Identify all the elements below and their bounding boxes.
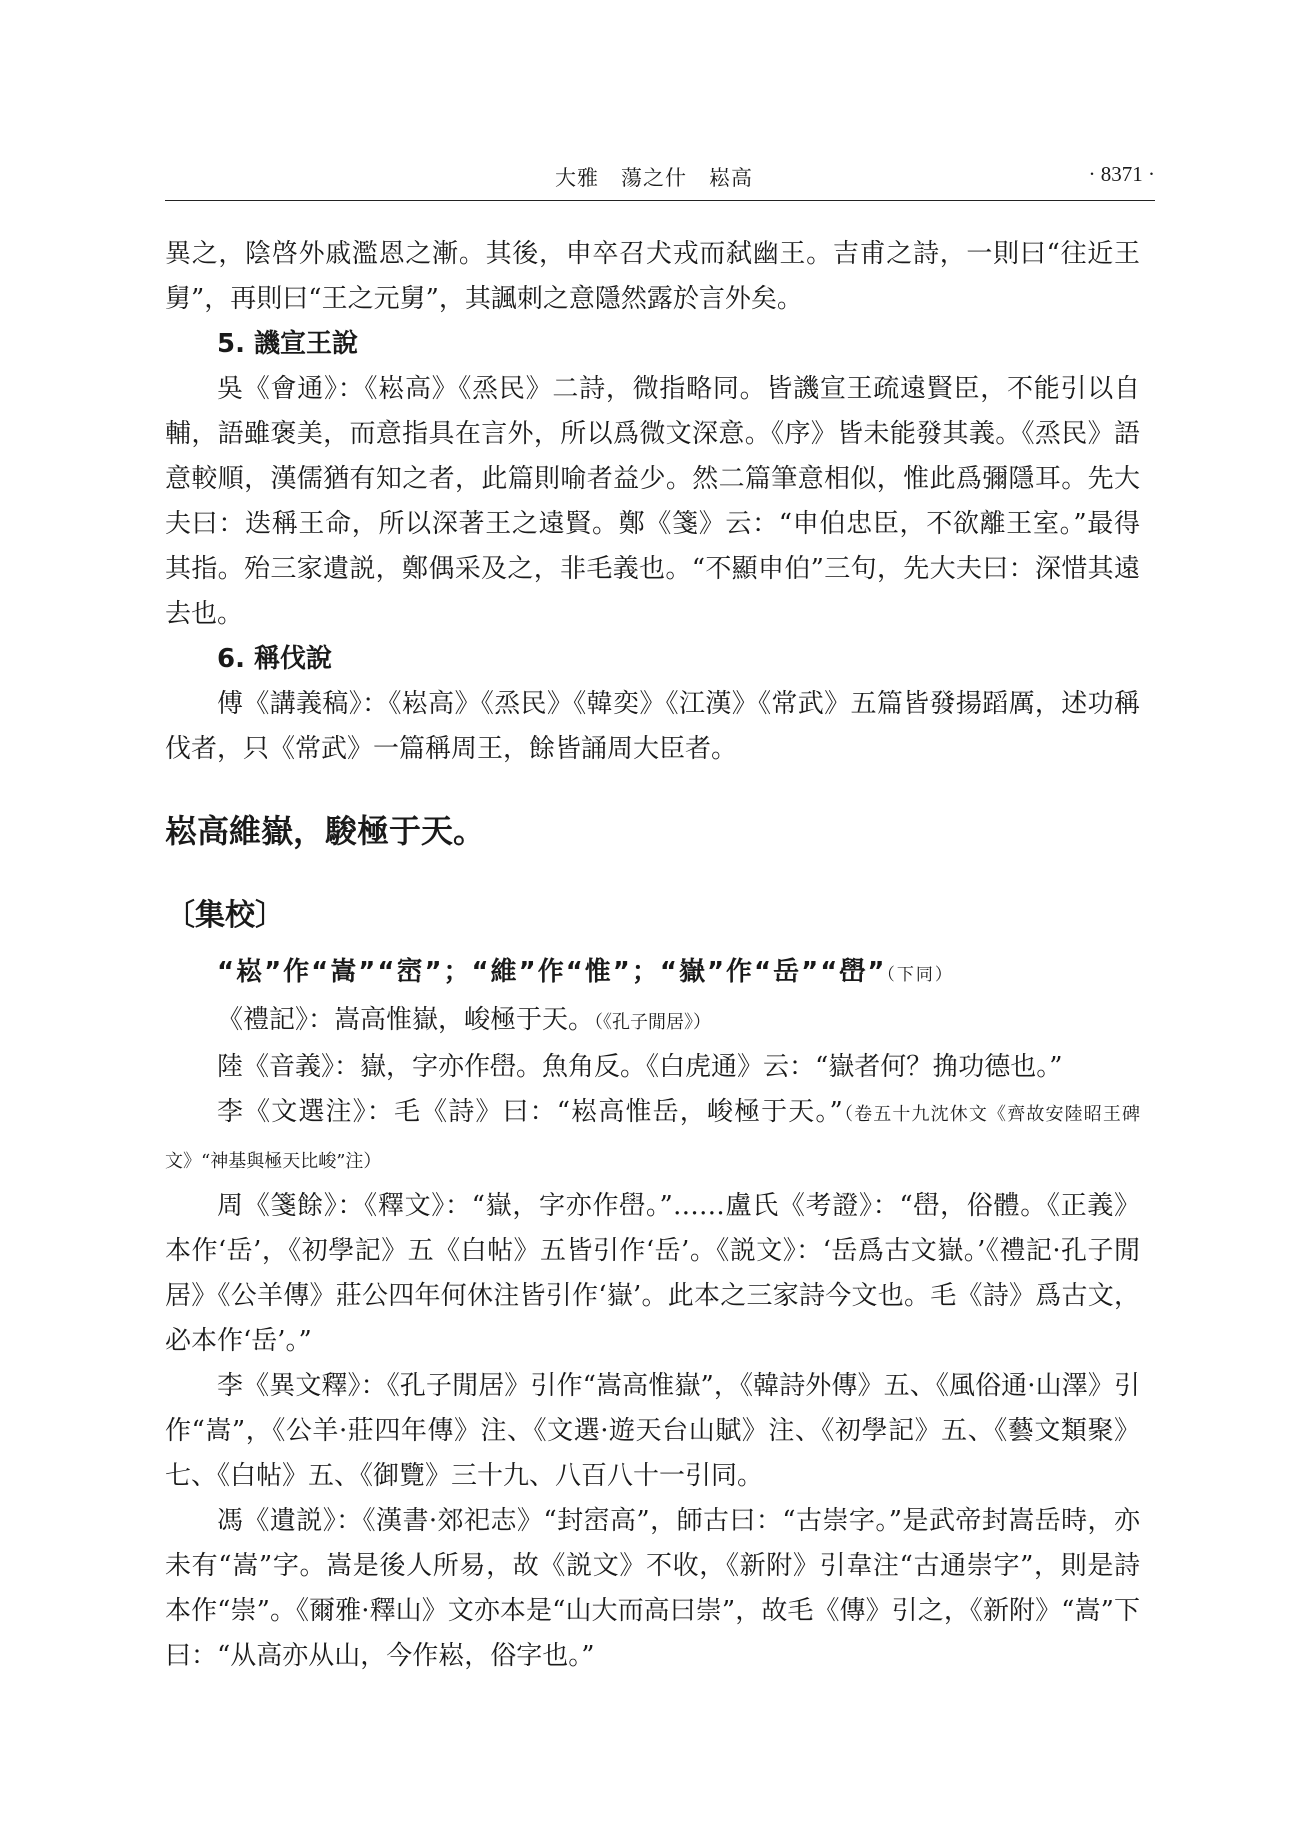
page-number: · 8371 · — [1088, 162, 1155, 186]
paragraph-wu-huitong: 吳《會通》：《崧高》《烝民》二詩，微指略同。皆譏宣王疏遠賢臣，不能引以自輔，語雖褒美，而意指具在言外，所以爲微文深意。《序》皆未能發其義。《烝民》語意較順，漢儒猶有知之者，此篇則喻者益少。然二篇筆意相似，惟此爲彌隱耳。先大夫曰：迭稱王命，所以深著王之遠賢。鄭《箋》云：“申伯忠臣，不欲離王室。”最得其指。殆三家遺説，鄭偶采及之，非毛義也。“不顯申伯”三句，先大夫曰：深惜其遠去也。 — [165, 374, 1140, 629]
running-title: 大雅 蕩之什 崧高 — [555, 166, 753, 190]
collation-liji — [165, 998, 1140, 1045]
collation-liji-text: 《禮記》：嵩高惟嶽，峻極于天。 — [217, 1005, 595, 1035]
variant-note: （下同） — [886, 965, 954, 985]
paragraph-fu-jiangyigao: 傅《講義稿》：《崧高》《烝民》《韓奕》《江漢》《常武》五篇皆發揚蹈厲，述功稱伐者，只《常武》一篇稱周王，餘皆誦周大臣者。 — [165, 689, 1140, 764]
page-body — [165, 232, 1140, 1679]
collation-zhou-jianyu: 周《箋餘》：《釋文》：“嶽，字亦作嶨。”……盧氏《考證》：“嶨，俗體。《正義》本作‘岳’，《初學記》五《白帖》五皆引作‘岳’。《説文》：‘岳爲古文嶽。’《禮記·孔子閒居》《公羊傳》莊公四年何休注皆引作‘嶽’。此本之三家詩今文也。毛《詩》爲古文，必本作‘岳’。” — [165, 1191, 1140, 1356]
subsection-heading-6: 6. 稱伐說 — [217, 644, 333, 674]
variant-readings — [165, 950, 1140, 998]
paragraph-continuation: 異之，陰啓外戚濫恩之漸。其後，申卒召犬戎而弑幽王。吉甫之詩，一則曰“往近王舅”，再則曰“王之元舅”，其諷刺之意隱然露於言外矣。 — [165, 239, 1140, 314]
collation-heading: 〔集校〕 — [165, 898, 285, 933]
collation-li-yiwenshi: 李《異文釋》：《孔子閒居》引作“嵩高惟嶽”，《韓詩外傳》五、《風俗通·山澤》引作“嵩”，《公羊·莊四年傳》注、《文選·遊天台山賦》注、《初學記》五、《藝文類聚》七、《白帖》五、《御覽》三十九、八百八十一引同。 — [165, 1371, 1140, 1491]
collation-li-wenxuanzhu — [165, 1090, 1140, 1184]
running-header — [165, 158, 1155, 198]
collation-liji-note: （《孔子閒居》） — [594, 1012, 712, 1033]
collation-li-wenxuanzhu-text: 李《文選注》：毛《詩》曰：“崧高惟岳，峻極于天。” — [217, 1097, 843, 1127]
verse-line: 崧高維嶽，駿極于天。 — [165, 812, 486, 850]
collation-feng-yishuo: 馮《遺説》：《漢書·郊祀志》“封崈高”，師古曰：“古崇字。”是武帝封嵩岳時，亦未有“嵩”字。嵩是後人所易，故《説文》不收，《新附》引韋注“古通崇字”，則是詩本作“崇”。《爾雅·釋山》文亦本是“山大而高曰崇”，故毛《傳》引之，《新附》“嵩”下曰：“从高亦从山，今作崧，俗字也。” — [165, 1506, 1140, 1671]
subsection-heading-5: 5. 譏宣王說 — [217, 329, 359, 359]
collation-lu-yinyi: 陸《音義》：嶽，字亦作嶨。魚角反。《白虎通》云：“嶽者何？捔功德也。” — [217, 1052, 1063, 1082]
header-rule — [165, 200, 1155, 201]
collation-li-wenxuanzhu-note: （卷五十九沈休文《齊故安陸昭王碑文》“神基與極天比峻”注） — [165, 1104, 1141, 1172]
variant-list: “崧”作“嵩”“崈”；“維”作“惟”；“嶽”作“岳”“嶨” — [217, 957, 887, 987]
